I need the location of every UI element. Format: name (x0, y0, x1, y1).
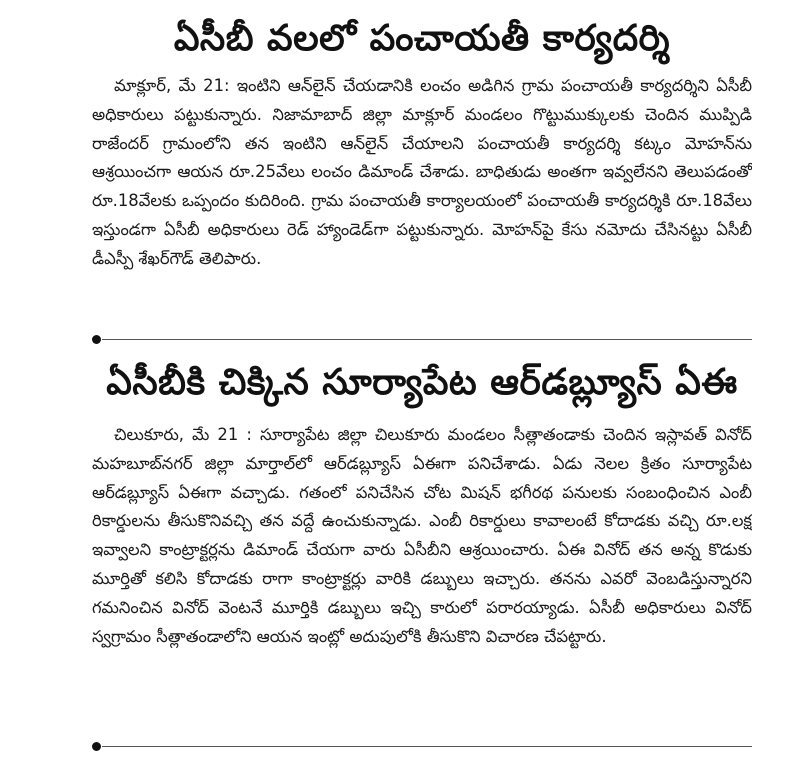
article2-headline: ఏసీబీకి చిక్కిన సూర్యాపేట ఆర్‌డబ్ల్యూస్ ఏఈ (106, 362, 738, 403)
article1-body: మాక్లూర్, మే 21: ఇంటిని ఆన్‌లైన్ చేయడానికి లంచం అడిగిన గ్రామ పంచాయతీ కార్యదర్శిని ఏసీబీ అధికారులు పట్టుకున్నారు. నిజామాబాద్ జిల్లా మాక్లూర్ మండలం గొట్టుముక్కులకు చెందిన ముప్పిడి రాజేందర్ గ్రామంలోని తన ఇంటిని ఆన్‌లైన్ చేయాలని పంచాయతీ కార్యదర్శి కట్కం మోహన్‌ను ఆశ్రయించగా ఆయన రూ.25వేలు లంచం డిమాండ్ చేశాడు. బాధితుడు అంతగా ఇవ్వలేనని తెలుపడంతో రూ.18వేలకు ఒప్పందం కుదిరింది. గ్రామ పంచాయతీ కార్యాలయంలో పంచాయతీ కార్యదర్శికి రూ.18వేలు ఇస్తుండగా ఏసీబీ అధికారులు రెడ్ హ్యాండెడ్‌గా పట్టుకున్నారు. మోహన్‌పై కేసు నమోదు చేసినట్టు ఏసీబీ డీఎస్పీ శేఖర్‌గౌడ్ తెలిపారు. (92, 76, 752, 268)
divider-bullet-icon (92, 742, 101, 751)
divider-bullet-icon (92, 335, 101, 344)
article-divider-bottom (92, 740, 752, 754)
divider-rule (102, 746, 752, 747)
divider-rule (102, 339, 752, 340)
article1-headline: ఏసీబీ వలలో పంచాయతీ కార్యదర్శి (173, 18, 671, 59)
article2-body: చిలుకూరు, మే 21 : సూర్యాపేట జిల్లా చిలుకూరు మండలం సీత్లాతండాకు చెందిన ఇస్లావత్ వినోద్ మహబూబ్‌నగర్ జిల్లా మార్తాల్‌లో ఆర్‌డబ్ల్యూస్ ఏఈగా పనిచేశాడు. ఏడు నెలల క్రితం సూర్యాపేట ఆర్‌డబ్ల్యూస్ ఏఈగా వచ్చాడు. గతంలో పనిచేసిన చోట మిషన్ భగీరథ పనులకు సంబంధించిన ఎంబీ రికార్డులను తీసుకొనివచ్చి తన వద్దే ఉంచుకున్నాడు. ఎంబీ రికార్డులు కావాలంటే కోదాడకు వచ్చి రూ.లక్ష ఇవ్వాలని కాంట్రాక్టర్లను డిమాండ్ చేయగా వారు ఏసీబీని ఆశ్రయించారు. ఏఈ వినోద్ తన అన్న కొడుకు మూర్తితో కలిసి కోదాడకు రాగా కాంట్రాక్టర్లు వారికి డబ్బులు ఇచ్చారు. తనను ఎవరో వెంబడిస్తున్నారని గమనించిన వినోద్ వెంటనే మూర్తికి డబ్బులు ఇచ్చి కారులో పరారయ్యాడు. ఏసీబీ అధికారులు వినోద్ స్వగ్రామం సీత్లాతండాలోని ఆయన ఇంట్లో అదుపులోకి తీసుకొని విచారణ చేపట్టారు. (92, 425, 752, 646)
article-divider (92, 333, 752, 347)
